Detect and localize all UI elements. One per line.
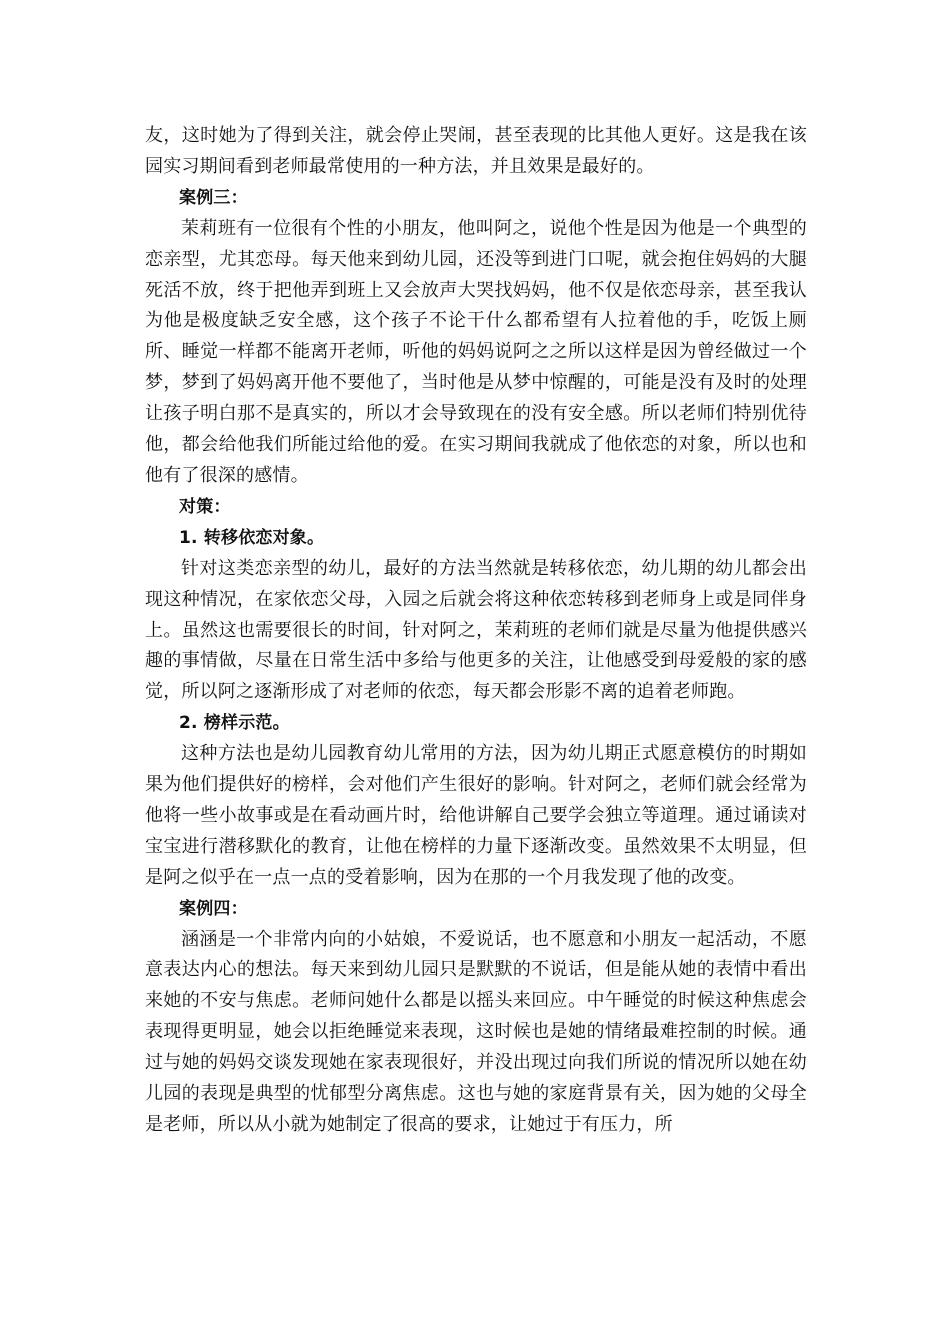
paragraph-role-model: 这种方法也是幼儿园教育幼儿常用的方法，因为幼儿期正式愿意模仿的时期如果为他们提供好的榜样，会对他们产生很好的影响。针对阿之，老师们就会经常为他将一些小故事或是在看动画片时，给他讲解自己要学会独立等道理。通过诵读对宝宝进行潜移默化的教育，让他在榜样的力量下逐渐改变。虽然效果不太明显，但是阿之似乎在一点一点的受着影响，因为在那的一个月我发现了他的改变。 — [145, 743, 807, 888]
heading-transfer-attachment: 1. 转移依恋对象。 — [179, 527, 325, 548]
heading-countermeasures: 对策： — [179, 496, 231, 517]
paragraph-transfer-attachment: 针对这类恋亲型的幼儿，最好的方法当然就是转移依恋，幼儿期的幼儿都会出现这种情况，在家依恋父母，入园之后就会将这种依恋转移到老师身上或是同伴身上。虽然这也需要很长的时间，针对阿之，茉莉班的老师们就是尽量为他提供感兴趣的事情做，尽量在日常生活中多给与他更多的关注，让他感受到母爱般的家的感觉，所以阿之逐渐形成了对老师的依恋，每天都会形影不离的追着老师跑。 — [145, 557, 807, 703]
document-body — [145, 121, 807, 1141]
paragraph-continuation: 友，这时她为了得到关注，就会停止哭闹，甚至表现的比其他人更好。这是我在该园实习期间看到老师最常使用的一种方法，并且效果是最好的。 — [145, 125, 807, 177]
heading-case-four: 案例四： — [179, 898, 248, 919]
heading-role-model: 2. 榜样示范。 — [179, 713, 290, 734]
heading-case-three: 案例三： — [179, 187, 248, 208]
paragraph-case-three: 茉莉班有一位很有个性的小朋友，他叫阿之，说他个性是因为他是一个典型的恋亲型，尤其恋母。每天他来到幼儿园，还没等到进门口呢，就会抱住妈妈的大腿死活不放，终于把他弄到班上又会放声大哭找妈妈，他不仅是依恋母亲，甚至我认为他是极度缺乏安全感，这个孩子不论干什么都希望有人拉着他的手，吃饭上厕所、睡觉一样都不能离开老师，听他的妈妈说阿之之所以这样是因为曾经做过一个梦，梦到了妈妈离开他不要他了，当时他是从梦中惊醒的，可能是没有及时的处理让孩子明白那不是真实的，所以才会导致现在的没有安全感。所以老师们特别优待他，都会给他我们所能过给他的爱。在实习期间我就成了他依恋的对象，所以也和他有了很深的感情。 — [145, 217, 807, 486]
paragraph-case-four: 涵涵是一个非常内向的小姑娘，不爱说话，也不愿意和小朋友一起活动，不愿意表达内心的想法。每天来到幼儿园只是默默的不说话，但是能从她的表情中看出来她的不安与焦虑。老师问她什么都是以摇头来回应。中午睡觉的时候这种焦虑会表现得更明显，她会以拒绝睡觉来表现，这时候也是她的情绪最难控制的时候。通过与她的妈妈交谈发现她在家表现很好，并没出现过向我们所说的情况所以她在幼儿园的表现是典型的忧郁型分离焦虑。这也与她的家庭背景有关，因为她的父母全是老师，所以从小就为她制定了很高的要求，让她过于有压力，所 — [145, 928, 807, 1135]
